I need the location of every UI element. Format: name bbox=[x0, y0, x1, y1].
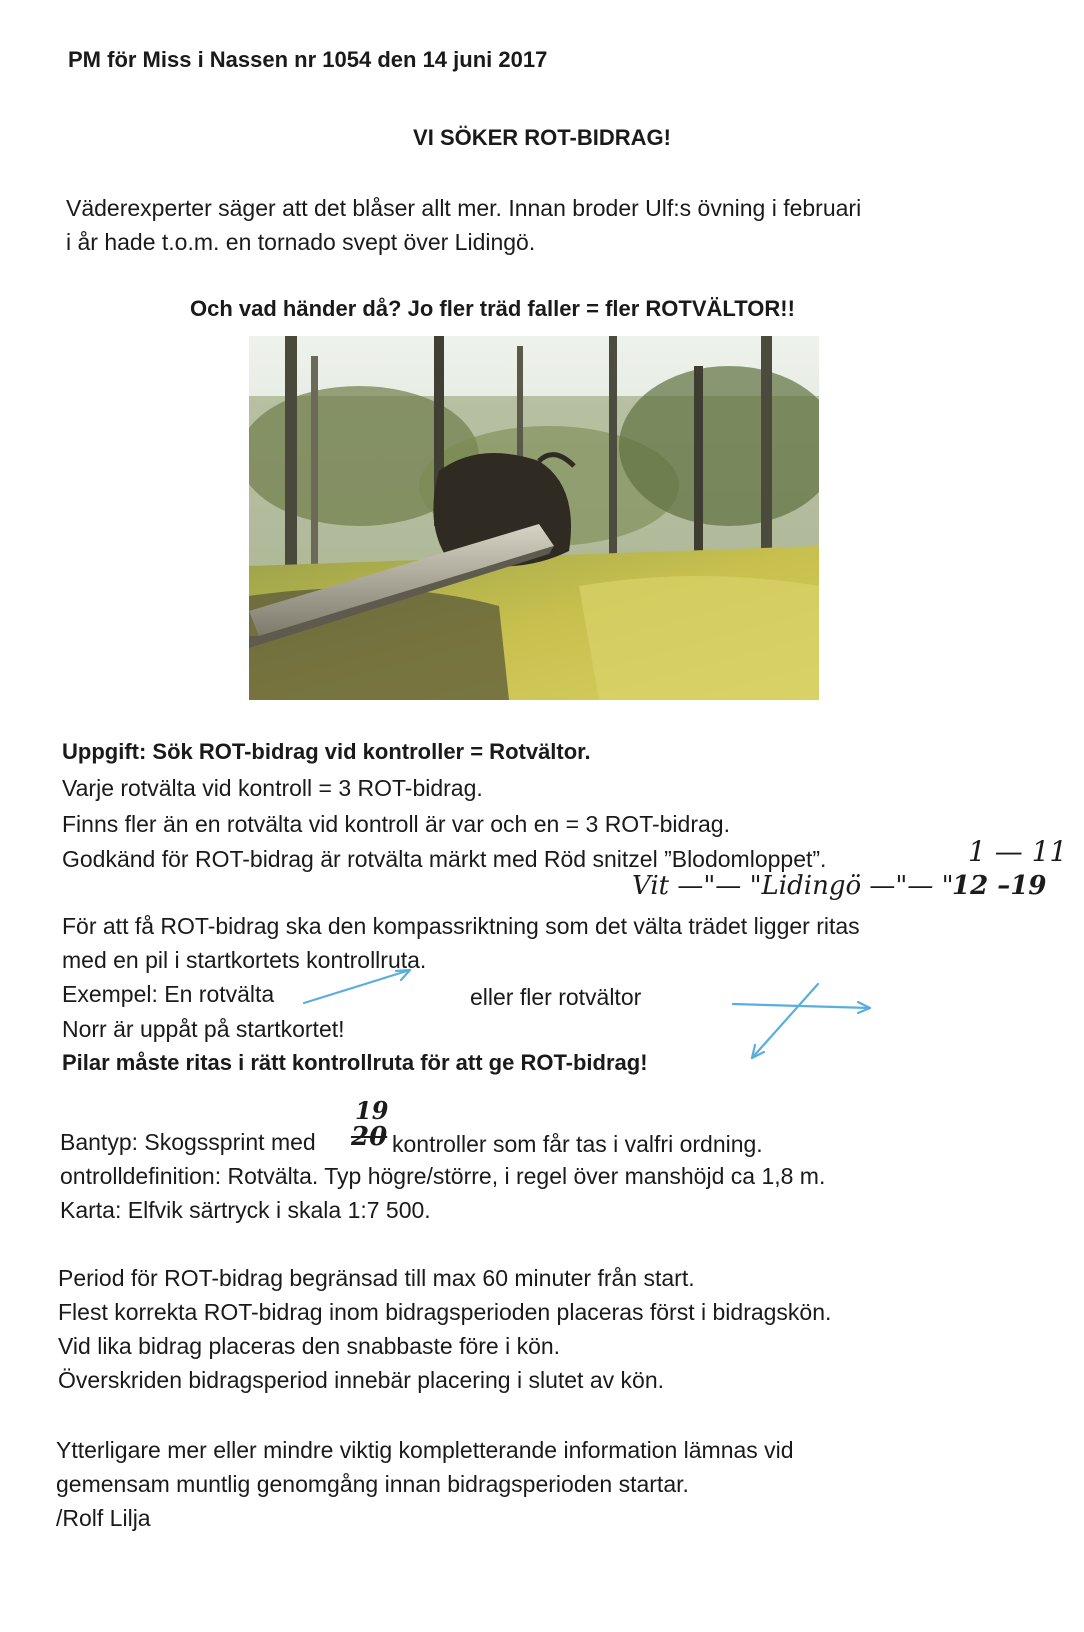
period-line-3: Vid lika bidrag placeras den snabbaste före i kön. bbox=[58, 1333, 561, 1359]
arrow-rule: Pilar måste ritas i rätt kontrollruta för att ge ROT-bidrag! bbox=[62, 1050, 648, 1075]
map-info: Karta: Elfvik särtryck i skala 1:7 500. bbox=[60, 1197, 431, 1223]
task-line-2: Finns fler än en rotvälta vid kontroll är var och en = 3 ROT-bidrag. bbox=[62, 811, 730, 837]
southwest-arrow-icon bbox=[752, 984, 818, 1058]
handwritten-control-count: 19 bbox=[355, 1096, 389, 1125]
arrow-instruction-2: med en pil i startkortets kontrollruta. bbox=[62, 947, 427, 973]
closing-line-1: Ytterligare mer eller mindre viktig kompletterande information lämnas vid bbox=[56, 1437, 794, 1463]
question-line: Och vad händer då? Jo fler träd faller = fler ROTVÄLTOR!! bbox=[190, 296, 795, 321]
closing-line-2: gemensam muntlig genomgång innan bidragsperioden startar. bbox=[56, 1471, 689, 1497]
arrow-instruction-1: För att få ROT-bidrag ska den kompassriktning som det välta trädet ligger ritas bbox=[62, 913, 860, 939]
handwritten-white-line: Vit —"— "Lidingö —"— " bbox=[632, 871, 954, 901]
handwritten-white-range: 12 –19 bbox=[952, 871, 1047, 901]
memo-header: PM för Miss i Nassen nr 1054 den 14 juni 2017 bbox=[68, 47, 548, 72]
course-type-a: Bantyp: Skogssprint med bbox=[60, 1129, 316, 1155]
east-arrow-icon bbox=[733, 1004, 870, 1008]
task-heading: Uppgift: Sök ROT-bidrag vid kontroller = Rotvältor. bbox=[62, 739, 591, 764]
intro-line-1: Väderexperter säger att det blåser allt mer. Innan broder Ulf:s övning i februari bbox=[66, 195, 862, 221]
period-line-4: Överskriden bidragsperiod innebär placering i slutet av kön. bbox=[58, 1367, 664, 1393]
crossed-control-count: 20 bbox=[351, 1122, 388, 1152]
memo-title: VI SÖKER ROT-BIDRAG! bbox=[413, 125, 671, 150]
north-note: Norr är uppåt på startkortet! bbox=[62, 1016, 345, 1042]
period-line-1: Period för ROT-bidrag begränsad till max 60 minuter från start. bbox=[58, 1265, 695, 1291]
period-line-2: Flest korrekta ROT-bidrag inom bidragsperioden placeras först i bidragskön. bbox=[58, 1299, 832, 1325]
control-definition: ontrolldefinition: Rotvälta. Typ högre/större, i regel över manshöjd ca 1,8 m. bbox=[60, 1163, 826, 1189]
example-single: Exempel: En rotvälta bbox=[62, 981, 275, 1007]
handwritten-red-range: 1 — 11 bbox=[968, 835, 1068, 868]
single-arrow-icon bbox=[304, 970, 410, 1003]
course-type-b: kontroller som får tas i valfri ordning. bbox=[392, 1131, 763, 1157]
signature: /Rolf Lilja bbox=[56, 1505, 151, 1531]
intro-line-2: i år hade t.o.m. en tornado svept över Lidingö. bbox=[66, 229, 536, 255]
task-line-1: Varje rotvälta vid kontroll = 3 ROT-bidrag. bbox=[62, 775, 483, 801]
example-multiple: eller fler rotvältor bbox=[470, 984, 642, 1010]
task-line-3: Godkänd för ROT-bidrag är rotvälta märkt med Röd snitzel ”Blodomloppet”. bbox=[62, 846, 827, 872]
